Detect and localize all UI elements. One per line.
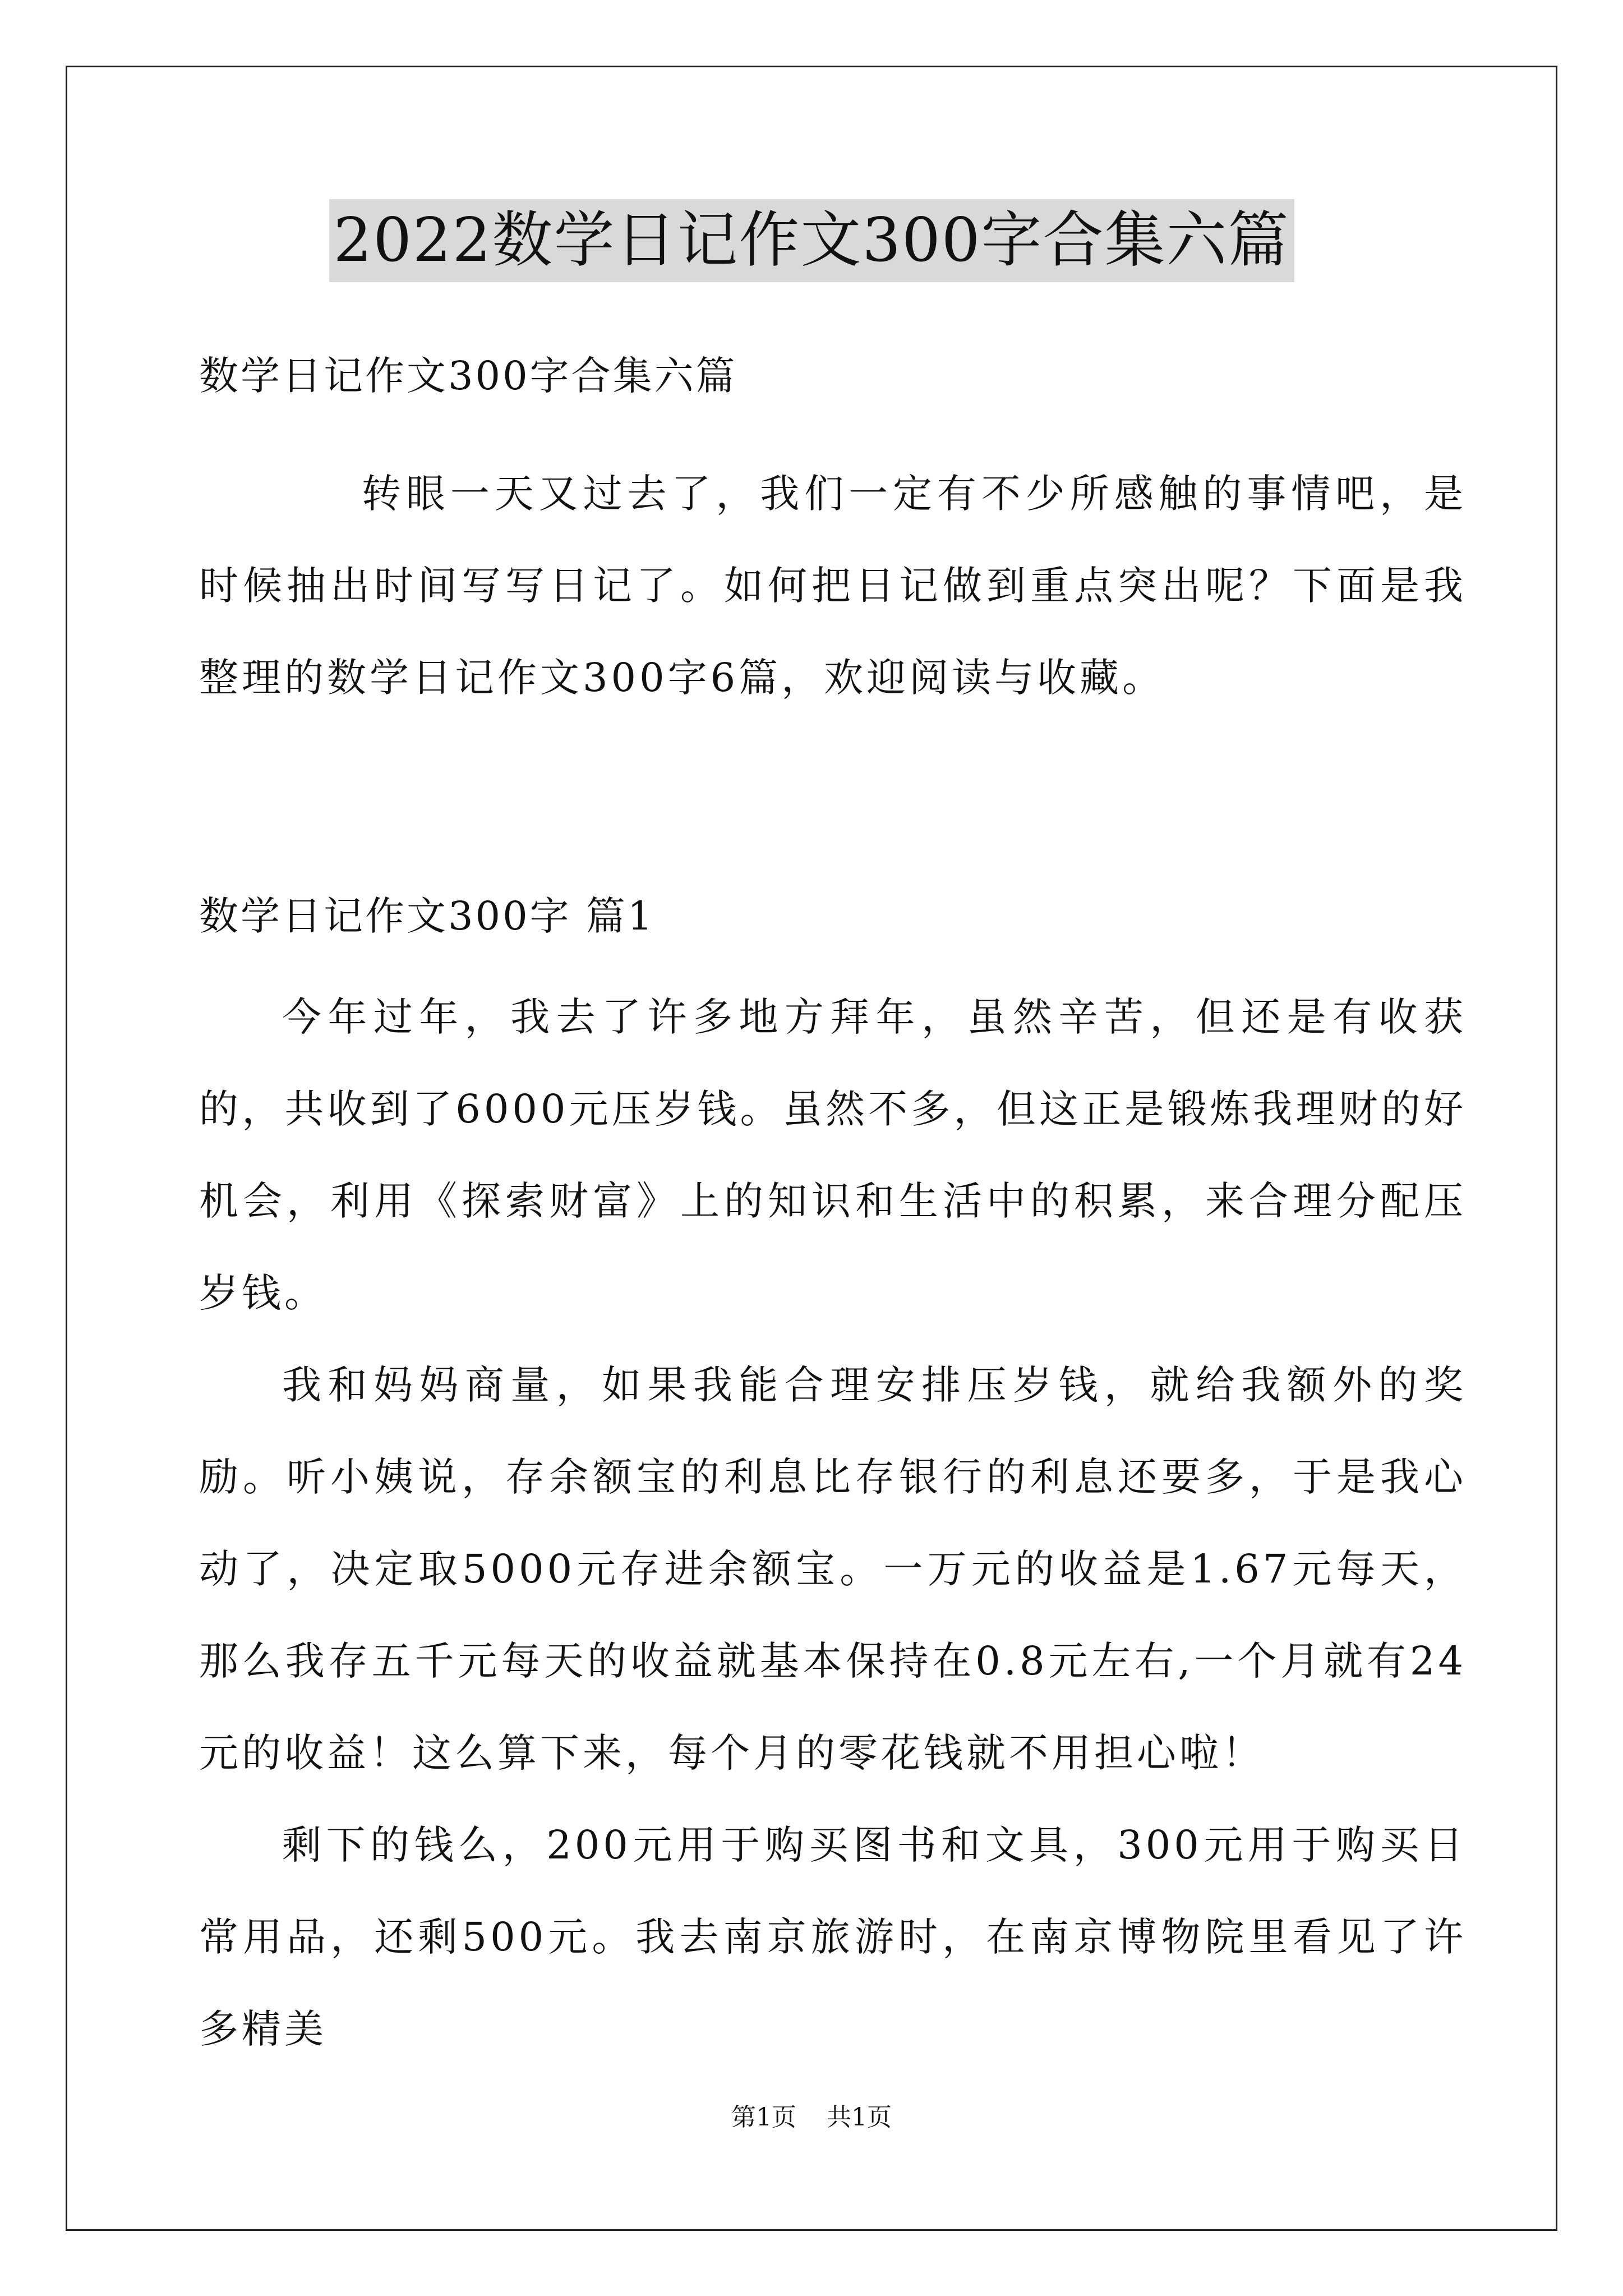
page-number: 第1页 <box>731 2103 796 2132</box>
subtitle-block <box>199 330 1467 422</box>
document-title: 2022数学日记作文300字合集六篇 <box>329 199 1294 282</box>
intro-block <box>199 448 1467 724</box>
section1-body <box>199 971 1467 2075</box>
intro-paragraph: 转眼一天又过去了，我们一定有不少所感触的事情吧，是时候抽出时间写写日记了。如何把日记做到重点突出呢？下面是我整理的数学日记作文300字6篇，欢迎阅读与收藏。 <box>199 471 1467 701</box>
page-total: 共1页 <box>827 2103 892 2132</box>
body-paragraph: 剩下的钱么，200元用于购买图书和文具，300元用于购买日常用品，还剩500元。我去南京旅游时，在南京博物院里看见了许多精美 <box>199 1822 1467 2052</box>
document-subtitle: 数学日记作文300字合集六篇 <box>199 353 737 399</box>
body-paragraph: 今年过年，我去了许多地方拜年，虽然辛苦，但还是有收获的，共收到了6000元压岁钱。虽然不多，但这正是锻炼我理财的好机会，利用《探索财富》上的知识和生活中的积累，来合理分配压岁钱。 <box>199 994 1467 1316</box>
title-container <box>0 199 1623 282</box>
section1-heading-block <box>199 870 1467 962</box>
body-paragraph: 我和妈妈商量，如果我能合理安排压岁钱，就给我额外的奖励。听小姨说，存余额宝的利息比存银行的利息还要多，于是我心动了，决定取5000元存进余额宝。一万元的收益是1.67元每天，那么我存五千元每天的收益就基本保持在0.8元左右,一个月就有24元的收益！这么算下来，每个月的零花钱就不用担心啦！ <box>199 1362 1467 1776</box>
section-heading: 数学日记作文300字 篇1 <box>199 893 655 939</box>
page-footer <box>0 2101 1623 2134</box>
